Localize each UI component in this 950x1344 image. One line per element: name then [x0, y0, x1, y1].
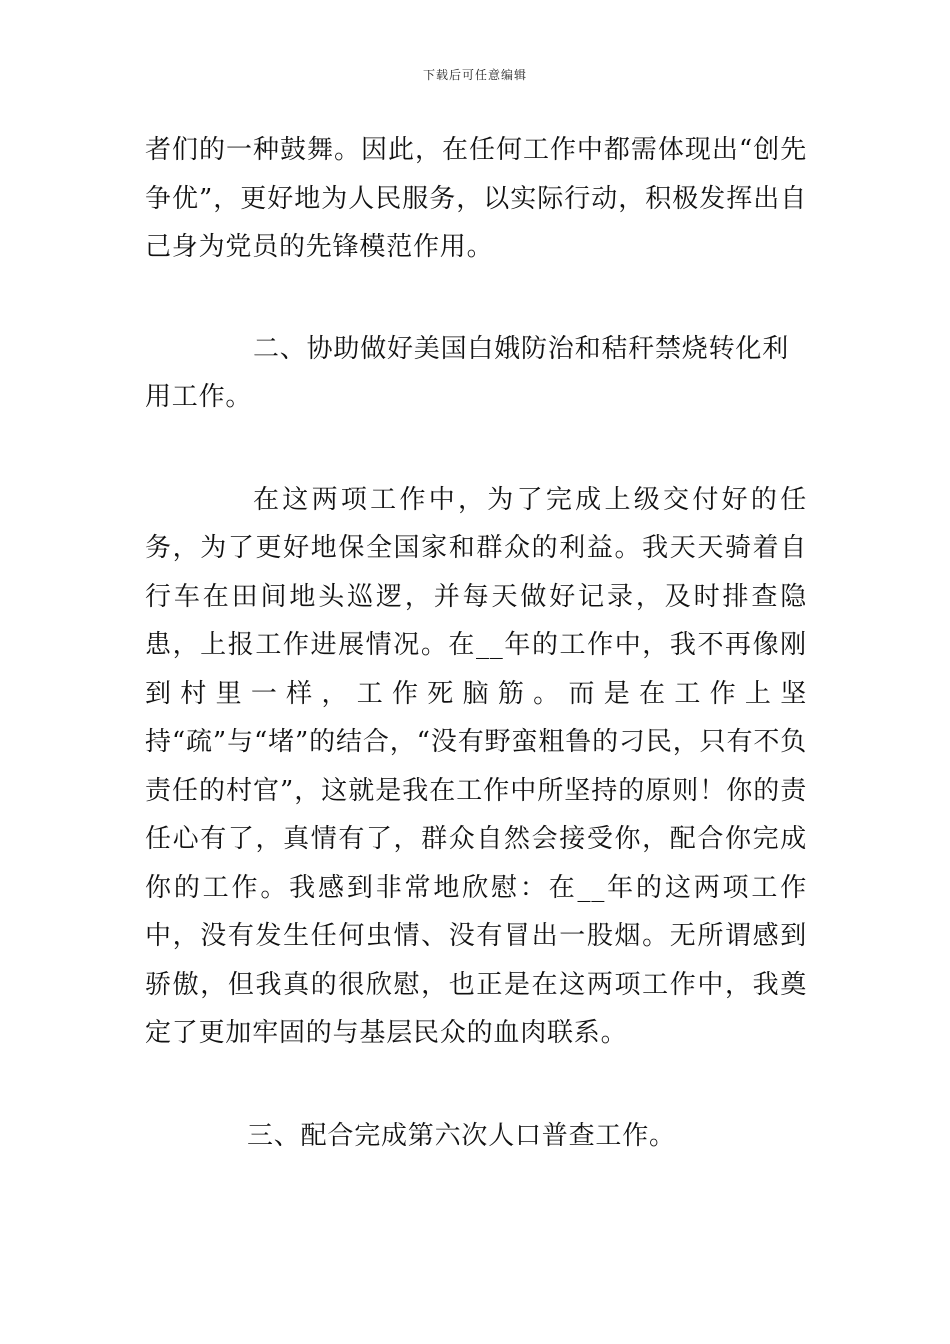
paragraph-spacer	[145, 422, 807, 476]
paragraph-spacer	[145, 1058, 807, 1112]
paragraph-spacer	[145, 272, 807, 325]
document-body	[145, 126, 807, 1160]
section-2-heading: 二、协助做好美国白娥防治和秸秆禁烧转化利用工作。	[145, 333, 790, 412]
section-3-heading: 三、配合完成第六次人口普查工作。	[247, 1120, 676, 1151]
section-2-body: 在这两项工作中，为了完成上级交付好的任务，为了更好地保全国家和群众的利益。我天天骑着自行车在田间地头巡逻，并每天做好记录，及时排查隐患，上报工作进展情况。在__年的工作中，我不再像刚到村里一样，工作死脑筋。而是在工作上坚持“疏”与“堵”的结合，“没有野蛮粗鲁的刁民，只有不负责任的村官”，这就是我在工作中所坚持的原则！你的责任心有了，真情有了，群众自然会接受你，配合你完成你的工作。我感到非常地欣慰：在__年的这两项工作中，没有发生任何虫情、没有冒出一股烟。无所谓感到骄傲，但我真的很欣慰，也正是在这两项工作中，我奠定了更加牢固的与基层民众的血肉联系。	[145, 484, 807, 1048]
continued-paragraph: 者们的一种鼓舞。因此，在任何工作中都需体现出“创先争优”，更好地为人民服务，以实际行动，积极发挥出自己身为党员的先锋模范作用。	[145, 135, 807, 262]
page-header-note: 下载后可任意编辑	[422, 68, 527, 82]
